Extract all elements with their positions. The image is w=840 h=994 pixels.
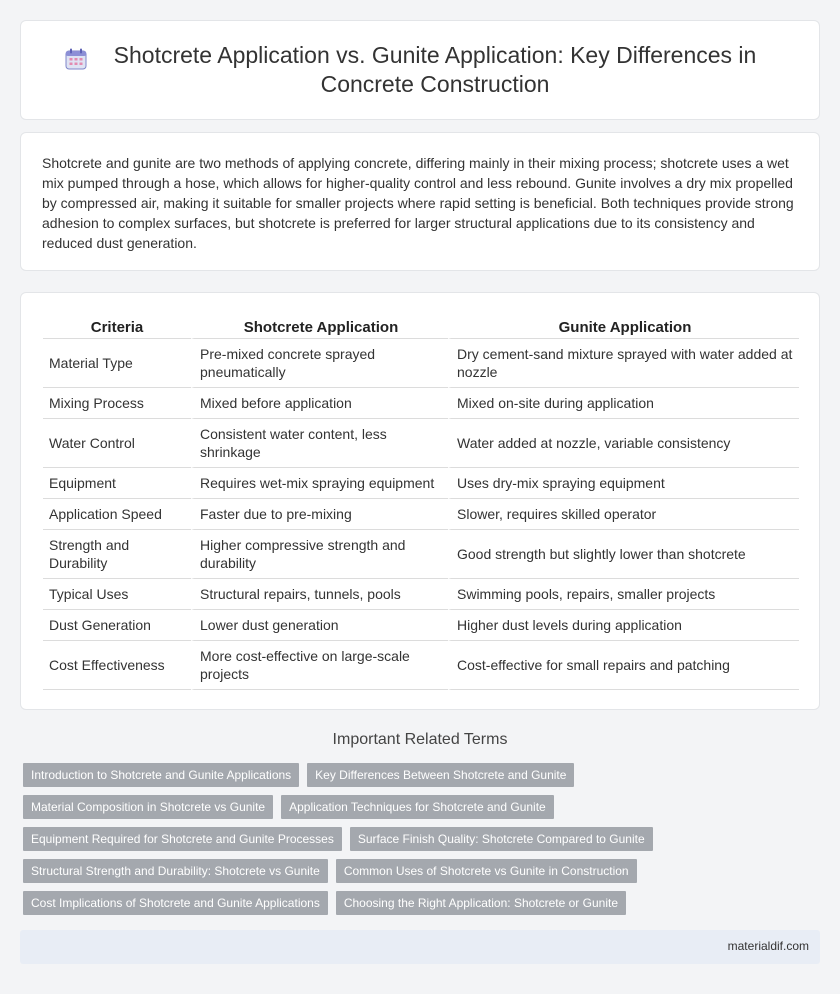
related-term-tag[interactable]: Surface Finish Quality: Shotcrete Compared to Gunite <box>350 827 653 851</box>
table-cell: Application Speed <box>43 499 191 530</box>
table-cell: Mixed on-site during application <box>448 388 799 419</box>
related-term-tag[interactable]: Application Techniques for Shotcrete and Gunite <box>281 795 554 819</box>
table-cell: Faster due to pre-mixing <box>191 499 448 530</box>
related-terms-list <box>23 763 813 923</box>
table-cell: Cost Effectiveness <box>43 641 191 690</box>
table-cell: More cost-effective on large-scale projects <box>191 641 448 690</box>
table-cell: Dry cement-sand mixture sprayed with water added at nozzle <box>448 339 799 388</box>
related-term-tag[interactable]: Cost Implications of Shotcrete and Gunite Applications <box>23 891 328 915</box>
intro-paragraph: Shotcrete and gunite are two methods of applying concrete, differing mainly in their mixing process; shotcrete uses a wet mix pumped through a hose, which allows for higher-quality control and less rebound. Gunite involves a dry mix propelled by compressed air, making it suitable for smaller projects where rapid setting is beneficial. Both techniques provide strong adhesion to complex surfaces, but shotcrete is preferred for larger structural applications due to its consistency and reduced dust generation. <box>42 155 794 251</box>
table-cell: Requires wet-mix spraying equipment <box>191 468 448 499</box>
table-cell: Consistent water content, less shrinkage <box>191 419 448 468</box>
table-cell: Cost-effective for small repairs and patching <box>448 641 799 690</box>
comparison-table <box>43 313 799 690</box>
column-header: Criteria <box>43 313 191 339</box>
table-cell: Water Control <box>43 419 191 468</box>
table-cell: Pre-mixed concrete sprayed pneumatically <box>191 339 448 388</box>
table-cell: Lower dust generation <box>191 610 448 641</box>
table-cell: Mixed before application <box>191 388 448 419</box>
table-cell: Good strength but slightly lower than shotcrete <box>448 530 799 579</box>
table-cell: Typical Uses <box>43 579 191 610</box>
table-header-row <box>43 313 799 339</box>
table-cell: Equipment <box>43 468 191 499</box>
table-cell: Water added at nozzle, variable consistency <box>448 419 799 468</box>
related-term-tag[interactable]: Key Differences Between Shotcrete and Gunite <box>307 763 574 787</box>
table-cell: Swimming pools, repairs, smaller projects <box>448 579 799 610</box>
table-row <box>43 641 799 690</box>
table-cell: Uses dry-mix spraying equipment <box>448 468 799 499</box>
comparison-table-card <box>20 292 820 710</box>
table-row <box>43 579 799 610</box>
related-term-tag[interactable]: Structural Strength and Durability: Shotcrete vs Gunite <box>23 859 328 883</box>
table-cell: Mixing Process <box>43 388 191 419</box>
page-title: Shotcrete Application vs. Gunite Application: Key Differences in Concrete Construction <box>113 42 757 97</box>
column-header: Shotcrete Application <box>191 313 448 339</box>
footer-site-link[interactable]: materialdif.com <box>727 939 809 953</box>
related-term-tag[interactable]: Choosing the Right Application: Shotcrete or Gunite <box>336 891 626 915</box>
table-cell: Structural repairs, tunnels, pools <box>191 579 448 610</box>
related-term-tag[interactable]: Introduction to Shotcrete and Gunite Applications <box>23 763 299 787</box>
related-term-tag[interactable]: Equipment Required for Shotcrete and Gunite Processes <box>23 827 342 851</box>
title-card <box>20 20 820 120</box>
footer <box>20 930 820 964</box>
table-row <box>43 610 799 641</box>
column-header: Gunite Application <box>448 313 799 339</box>
related-term-tag[interactable]: Common Uses of Shotcrete vs Gunite in Construction <box>336 859 637 883</box>
table-cell: Higher compressive strength and durability <box>191 530 448 579</box>
table-row <box>43 339 799 388</box>
table-cell: Material Type <box>43 339 191 388</box>
table-cell: Dust Generation <box>43 610 191 641</box>
table-cell: Higher dust levels during application <box>448 610 799 641</box>
table-cell: Strength and Durability <box>43 530 191 579</box>
table-cell: Slower, requires skilled operator <box>448 499 799 530</box>
related-terms-heading: Important Related Terms <box>332 731 508 748</box>
table-row <box>43 530 799 579</box>
table-row <box>43 388 799 419</box>
intro-card <box>20 132 820 271</box>
table-row <box>43 468 799 499</box>
related-term-tag[interactable]: Material Composition in Shotcrete vs Gunite <box>23 795 273 819</box>
table-row <box>43 499 799 530</box>
table-row <box>43 419 799 468</box>
